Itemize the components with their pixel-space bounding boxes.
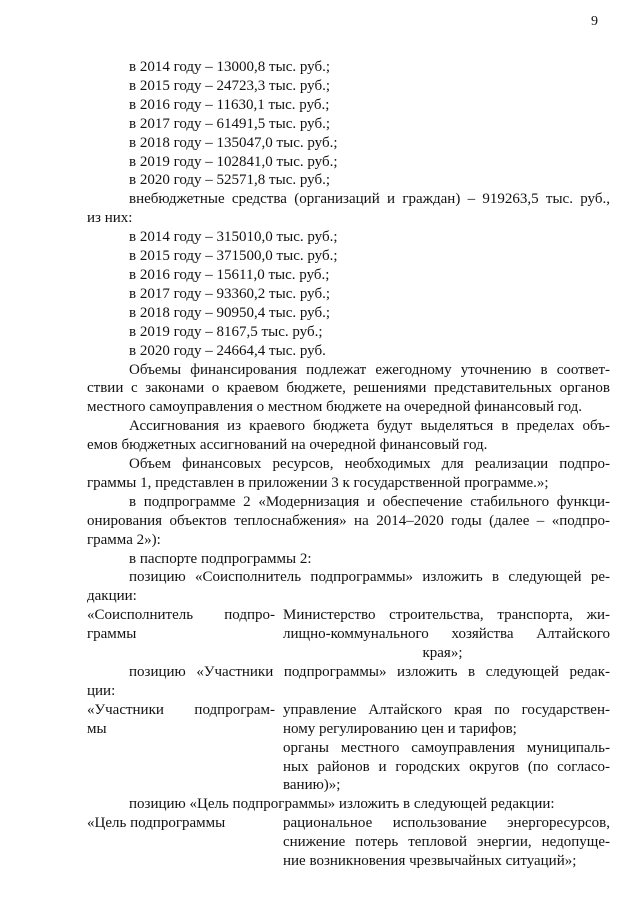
extrabudget-line: внебюджетные средства (организаций и граждан) – 919263,5 тыс. руб.,: [129, 191, 610, 208]
participants-label: [87, 701, 283, 796]
text-line: Объем финансовых ресурсов, необходимых для реализации подпро-: [129, 456, 610, 473]
text-line: позицию «Соисполнитель подпрограммы» изложить в следующей ре-: [129, 569, 610, 586]
text-line: ному регулированию цен и тарифов;: [283, 720, 517, 737]
text-line: ние возникновения чрезвычайных ситуаций»;: [283, 853, 577, 870]
participants-intro: [87, 663, 610, 701]
goal-intro: позицию «Цель подпрограммы» изложить в следующей редакции:: [129, 796, 555, 813]
extrabudget-line-2018: в 2018 году – 90950,4 тыс. руб.;: [129, 304, 331, 321]
goal-label: «Цель подпрограммы: [87, 815, 226, 832]
budget-line-2018: в 2018 году – 135047,0 тыс. руб.;: [129, 134, 338, 151]
participants-row: [87, 701, 610, 796]
coexecutor-row: [87, 606, 610, 663]
budget-line-2020: в 2020 году – 52571,8 тыс. руб.;: [129, 172, 331, 189]
budget-line-2017: в 2017 году – 61491,5 тыс. руб.;: [129, 115, 331, 132]
extrabudget-line-2016: в 2016 году – 15611,0 тыс. руб.;: [129, 266, 330, 283]
budget-line-2015: в 2015 году – 24723,3 тыс. руб.;: [129, 77, 331, 94]
text-line: органы местного самоуправления муниципаль-: [283, 739, 610, 756]
extrabudget-line: из них:: [87, 210, 133, 227]
text-line: в подпрограмме 2 «Модернизация и обеспечение стабильного функци-: [129, 493, 610, 510]
text-line: ных районов и городских округов (по согласо-: [283, 758, 610, 775]
text-line: Министерство строительства, транспорта, жи-: [283, 607, 610, 624]
coexecutor-value: [283, 606, 610, 663]
text-line: емов бюджетных ассигнований на очередной финансовый год.: [87, 437, 488, 454]
extrabudget-line-2020: в 2020 году – 24664,4 тыс. руб.: [129, 342, 326, 359]
extrabudget-list: [87, 228, 610, 360]
budget-line-2016: в 2016 году – 11630,1 тыс. руб.;: [129, 96, 330, 113]
text-line: рациональное использование энергоресурсов,: [283, 815, 610, 832]
text-line: «Соисполнитель подпро-: [87, 607, 275, 624]
extrabudget-line-2015: в 2015 году – 371500,0 тыс. руб.;: [129, 248, 338, 265]
coexecutor-label: [87, 606, 283, 663]
text-line: снижение потерь тепловой энергии, недопуще-: [283, 834, 610, 851]
text-line: управление Алтайского края по государствен-: [283, 701, 610, 718]
document-body: [87, 58, 610, 871]
text-line: Ассигнования из краевого бюджета будут выделяться в пределах объ-: [129, 418, 610, 435]
text-line: граммы: [87, 626, 137, 643]
budget-list: [87, 58, 610, 190]
goal-row: [87, 814, 610, 871]
text-line: ции:: [87, 682, 116, 699]
text-line: лищно-коммунального хозяйства Алтайского: [283, 626, 610, 643]
coexecutor-intro: [87, 568, 610, 606]
passport-line: в паспорте подпрограммы 2:: [129, 550, 312, 567]
text-line: позицию «Участники подпрограммы» изложить в следующей редак-: [129, 664, 610, 680]
text-line: Объемы финансирования подлежат ежегодному уточнению в соответ-: [129, 361, 610, 378]
text-line: дакции:: [87, 588, 137, 605]
page-number: 9: [591, 14, 598, 29]
extrabudget-line-2019: в 2019 году – 8167,5 тыс. руб.;: [129, 323, 323, 340]
paragraph-volumes: [87, 361, 610, 418]
paragraph-resources: [87, 455, 610, 493]
paragraph-allocations: [87, 417, 610, 455]
budget-line-2014: в 2014 году – 13000,8 тыс. руб.;: [129, 59, 331, 75]
goal-value: [283, 814, 610, 871]
extrabudget-line-2014: в 2014 году – 315010,0 тыс. руб.;: [129, 229, 338, 246]
text-line: грамма 2»):: [87, 531, 161, 548]
text-line: мы: [87, 720, 107, 737]
text-line: граммы 1, представлен в приложении 3 к государственной программе.»;: [87, 474, 549, 491]
text-line: местного самоуправления о местном бюджете на очередной финансовый год.: [87, 399, 583, 416]
extrabudget-line-2017: в 2017 году – 93360,2 тыс. руб.;: [129, 285, 331, 302]
text-line: онирования объектов теплоснабжения» на 2014–2020 годы (далее – «подпро-: [87, 512, 610, 529]
text-line: «Участники подпрограм-: [87, 701, 275, 718]
paragraph-subprogram-2: [87, 493, 610, 550]
budget-line-2019: в 2019 году – 102841,0 тыс. руб.;: [129, 153, 338, 170]
text-line: ствии с законами о краевом бюджете, решениями представительных органов: [87, 380, 610, 397]
text-line: ванию)»;: [283, 777, 341, 794]
text-line: края»;: [422, 645, 463, 662]
participants-value: [283, 701, 610, 796]
extrabudget-paragraph: [87, 190, 610, 228]
